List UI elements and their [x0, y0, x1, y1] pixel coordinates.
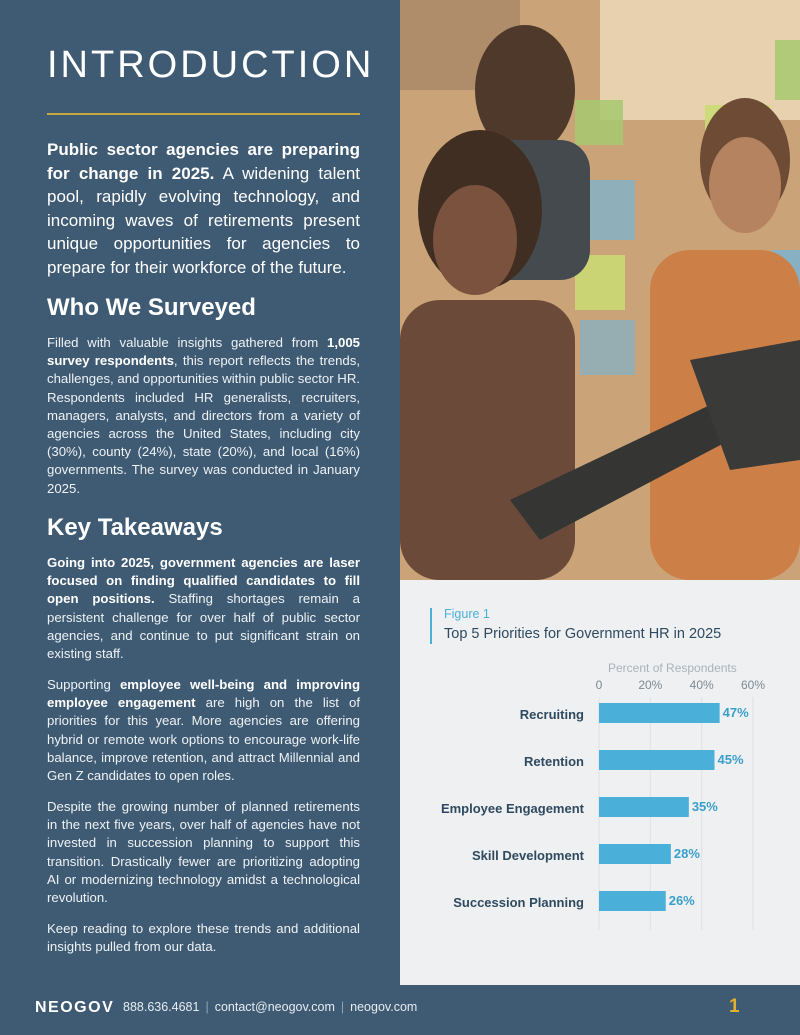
category-label: Skill Development [472, 848, 584, 863]
footer-separator: | [340, 1000, 345, 1014]
takeaway-paragraph-3: Despite the growing number of planned retirements in the next five years, over half of agencies have not invested in succession planning to support this transition. Drastically fewer are prioritizing adopting AI or modernizing technology amidst a technological revolution. [47, 799, 360, 906]
team-photo-illustration [400, 0, 800, 580]
x-tick-label: 40% [689, 678, 714, 693]
takeaway-2-pre: Supporting [47, 677, 120, 692]
who-text-pre: Filled with valuable insights gathered from [47, 335, 327, 350]
team-photo [400, 0, 800, 580]
footer-email[interactable]: contact@neogov.com [214, 1000, 335, 1014]
data-label: 47% [722, 705, 749, 720]
figure-label: Figure 1 [444, 607, 490, 621]
who-text-post: , this report reflects the trends, challenges, and opportunities within public sector HR. Respondents included HR generalists, recruiters, managers, analysts, and directors from a variety of agencies across the United States, including city (30%), county (24%), state (20%), and local (16%) governments. The survey was conducted in January 2025. [47, 353, 361, 496]
data-label: 26% [668, 893, 695, 908]
bar [599, 703, 720, 723]
takeaway-1-bold: Going into 2025, government agencies are laser focused on finding qualified candidates to fill open positions. [47, 555, 360, 607]
category-label: Succession Planning [453, 895, 584, 910]
data-label: 28% [673, 846, 700, 861]
x-tick-label: 60% [740, 678, 766, 693]
intro-text: A widening talent pool, rapidly evolving technology, and incoming waves of retirements present unique opportunities for agencies to prepare for their workforce of the future. [47, 163, 361, 277]
footer-website[interactable]: neogov.com [350, 1000, 418, 1014]
takeaway-paragraph-4: Keep reading to explore these trends and additional insights pulled from our data. [47, 921, 360, 955]
bar [599, 797, 689, 817]
bar [599, 844, 671, 864]
takeaway-paragraph-2 [47, 676, 360, 785]
figure-title: Top 5 Priorities for Government HR in 2025 [444, 626, 722, 642]
neogov-logo: NEOGOV [35, 999, 115, 1016]
who-surveyed-paragraph [47, 334, 360, 498]
page-number: 1 [729, 996, 740, 1017]
category-label: Employee Engagement [440, 801, 584, 816]
footer-phone: 888.636.4681 [123, 1000, 200, 1014]
data-label: 35% [691, 799, 718, 814]
respondents-count: 1,005 survey respondents [47, 335, 360, 369]
page-title: INTRODUCTION [47, 44, 375, 86]
footer [0, 985, 800, 1035]
x-axis-title: Percent of Respondents [608, 661, 737, 675]
bar-chart [400, 675, 800, 965]
x-tick-label: 0 [595, 678, 603, 693]
footer-contact [123, 1000, 417, 1014]
takeaway-2-text: are high on the list of priorities for this year. More agencies are offering hybrid or remote work options to encourage work-life balance, improve retention, and attract Millennial and Gen Z candidates to open roles. [47, 695, 361, 784]
figure-accent-bar [430, 608, 432, 644]
takeaway-paragraph-1 [47, 554, 360, 663]
footer-separator: | [205, 1000, 209, 1014]
takeaway-2-bold: employee well-being and improving employee engagement [47, 677, 360, 711]
key-takeaways-heading: Key Takeaways [47, 514, 223, 541]
intro-bold: Public sector agencies are preparing for change in 2025. [47, 140, 360, 183]
left-column [0, 0, 400, 985]
data-label: 45% [717, 752, 744, 767]
intro-paragraph [47, 138, 360, 279]
bar [599, 750, 715, 770]
title-divider [47, 113, 360, 115]
category-label: Recruiting [519, 707, 584, 722]
takeaway-1-text: Staffing shortages remain a persistent challenge for over half of public sector agencies, and continue to put significant strain on existing staff. [47, 591, 360, 662]
who-surveyed-heading: Who We Surveyed [47, 294, 256, 321]
bar [599, 891, 666, 911]
figure-panel [400, 580, 800, 985]
category-label: Retention [524, 754, 584, 769]
x-tick-label: 20% [638, 678, 663, 693]
